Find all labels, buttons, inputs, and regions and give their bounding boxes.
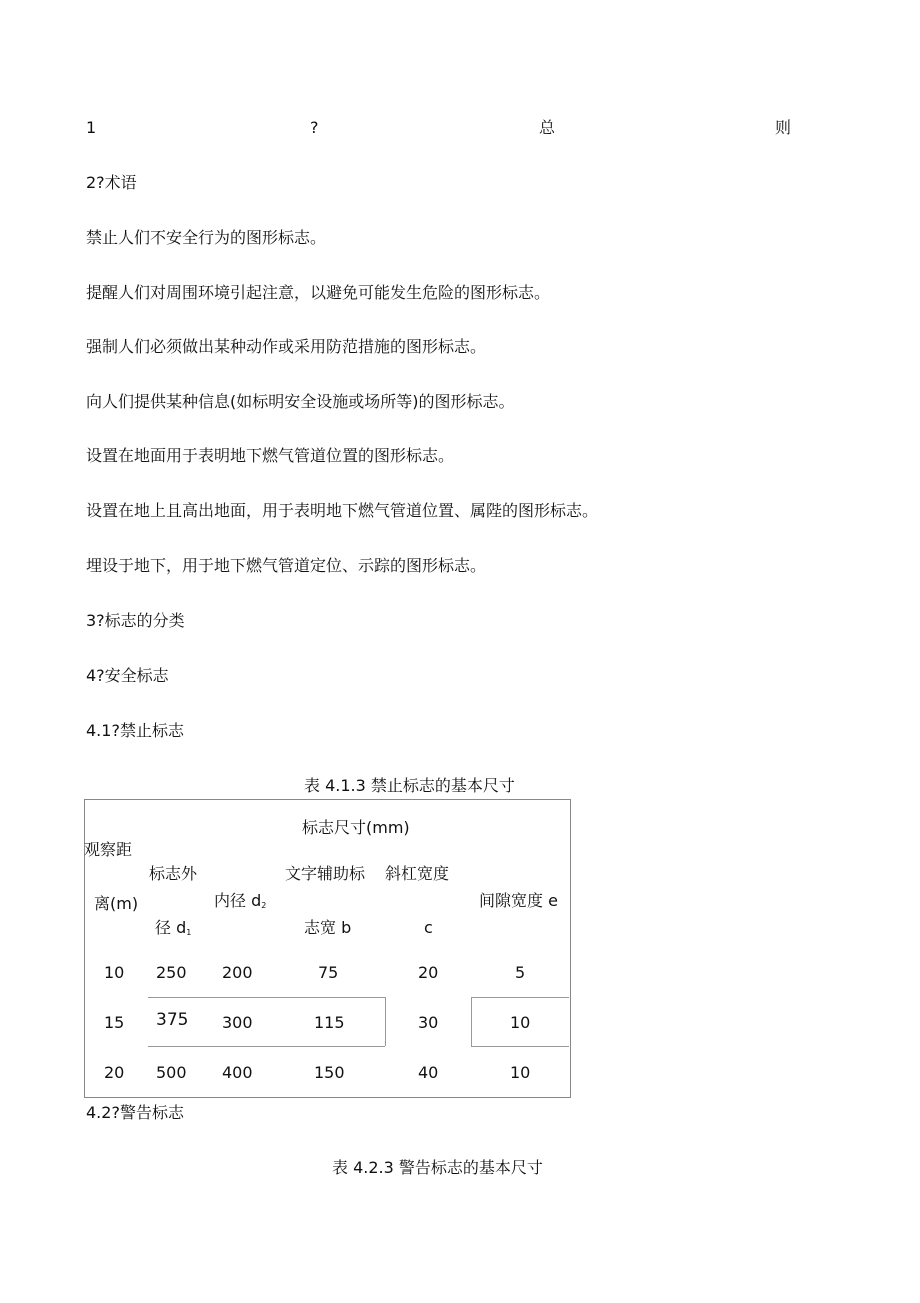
- table-cell: 20: [418, 963, 439, 982]
- heading-separator: ?: [310, 118, 319, 137]
- table1-col4-header-line1: 斜杠宽度: [385, 864, 450, 883]
- table-cell: 400: [222, 1063, 253, 1082]
- table1-col5-header: 间隙宽度 e: [479, 891, 558, 910]
- table1: [84, 799, 571, 1098]
- table1-rule: [148, 997, 385, 998]
- table-cell: 20: [104, 1063, 125, 1082]
- table-cell: 150: [314, 1063, 345, 1082]
- paragraph-ground-marker-def: 设置在地面用于表明地下燃气管道位置的图形标志。: [86, 446, 455, 465]
- table-cell: 200: [222, 963, 253, 982]
- table-cell: 375: [156, 1010, 189, 1030]
- paragraph-warning-def: 提醒人们对周围环境引起注意，以避免可能发生危险的图形标志。: [86, 283, 551, 302]
- table1-rule: [471, 997, 569, 998]
- table1-col2-header: 内径 $d_2$: [214, 891, 267, 910]
- table1-caption: 表 4.1.3 禁止标志的基本尺寸: [304, 776, 515, 795]
- heading-word-2: 则: [775, 118, 792, 137]
- section-warning-signs: 4.2?警告标志: [86, 1103, 184, 1122]
- table1-rule: [471, 1046, 569, 1047]
- table1-col3-header-line1: 文字辅助标: [285, 864, 366, 883]
- section-terms: 2?术语: [86, 173, 137, 192]
- table-cell: 15: [104, 1013, 125, 1032]
- paragraph-prohibition-def: 禁止人们不安全行为的图形标志。: [86, 228, 327, 247]
- table-cell: 5: [515, 963, 526, 982]
- table-cell: 10: [104, 963, 125, 982]
- table-cell: 300: [222, 1013, 253, 1032]
- heading-word-1: 总: [539, 118, 556, 137]
- table-cell: 10: [510, 1013, 531, 1032]
- section-safety-signs: 4?安全标志: [86, 666, 169, 685]
- table1-col1-header-line2: 径 $d_1$: [155, 918, 192, 937]
- table1-rule: [385, 997, 386, 1046]
- table-cell: 250: [156, 963, 187, 982]
- table-cell: 10: [510, 1063, 531, 1082]
- table-cell: 75: [318, 963, 339, 982]
- table1-group-header: 标志尺寸(mm): [302, 818, 410, 837]
- table1-rule: [148, 1046, 385, 1047]
- table1-col4-header-line2: c: [424, 918, 433, 937]
- table1-col0-header-line1: 观察距: [84, 840, 133, 859]
- table1-col0-header-line2: 离(m): [94, 894, 139, 913]
- table-cell: 115: [314, 1013, 345, 1032]
- table1-col3-header-line2: 志宽 b: [304, 918, 352, 937]
- table-cell: 40: [418, 1063, 439, 1082]
- paragraph-buried-marker-def: 埋设于地下，用于地下燃气管道定位、示踪的图形标志。: [86, 556, 487, 575]
- paragraph-mandatory-def: 强制人们必须做出某种动作或采用防范措施的图形标志。: [86, 337, 487, 356]
- table1-col1-header-line1: 标志外: [149, 864, 198, 883]
- table-cell: 30: [418, 1013, 439, 1032]
- heading-number: 1: [86, 118, 97, 137]
- section-classification: 3?标志的分类: [86, 611, 185, 630]
- paragraph-info-def: 向人们提供某种信息(如标明安全设施或场所等)的图形标志。: [86, 392, 515, 411]
- table-cell: 500: [156, 1063, 187, 1082]
- table2-caption: 表 4.2.3 警告标志的基本尺寸: [332, 1158, 543, 1177]
- section-prohibition-signs: 4.1?禁止标志: [86, 721, 184, 740]
- table1-rule: [471, 997, 472, 1046]
- paragraph-above-ground-marker-def: 设置在地上且高出地面，用于表明地下燃气管道位置、属陛的图形标志。: [86, 501, 599, 520]
